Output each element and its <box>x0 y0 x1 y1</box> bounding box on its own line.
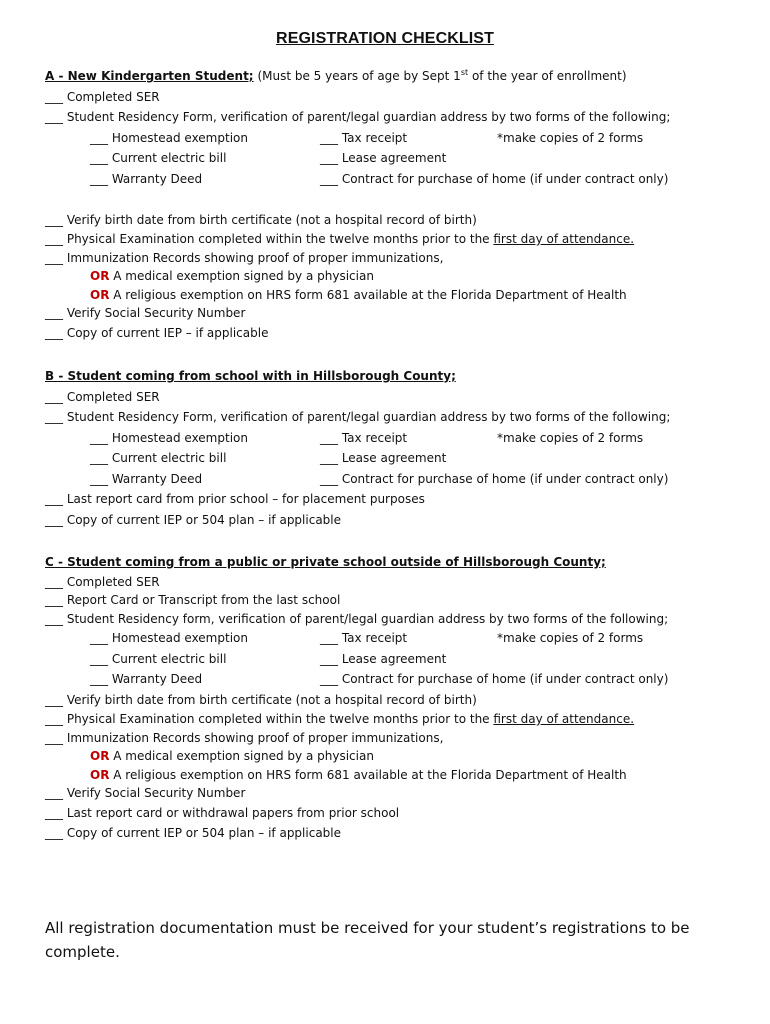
checklist-item-report-card: ___ Last report card or withdrawal papers from prior school <box>45 805 400 820</box>
section-b <box>45 366 735 530</box>
residency-options-row-2: ___ Current electric bill ___ Lease agreement <box>90 451 447 465</box>
age-requirement-note: (Must be 5 years of age by Sept 1st of the year of enrollment) <box>257 68 627 83</box>
make-copies-note: *make copies of 2 forms <box>497 430 644 445</box>
medical-exemption-option: OR A medical exemption signed by a physician <box>90 269 374 283</box>
checklist-item-residency-form: ___ Student Residency Form, verification of parent/legal guardian address by two forms of the following; <box>45 110 671 124</box>
checklist-item-iep: ___ Copy of current IEP or 504 plan – if applicable <box>45 512 341 527</box>
checklist-item-immunization: ___ Immunization Records showing proof of proper immunizations, <box>45 730 444 745</box>
section-a <box>45 66 735 343</box>
checklist-item-birth-date: ___ Verify birth date from birth certificate (not a hospital record of birth) <box>45 692 477 707</box>
completion-notice: All registration documentation must be received for your student’s registrations to be complete. <box>45 919 690 961</box>
residency-options-row-3: ___ Warranty Deed ___ Contract for purchase of home (if under contract only) <box>90 471 669 486</box>
make-copies-note: *make copies of 2 forms <box>497 631 644 645</box>
checklist-item-ssn: ___ Verify Social Security Number <box>45 306 246 320</box>
checklist-item-report-card: ___ Last report card from prior school – for placement purposes <box>45 492 425 506</box>
checklist-item-iep: ___ Copy of current IEP – if applicable <box>45 325 269 340</box>
residency-options-row-3: ___ Warranty Deed ___ Contract for purchase of home (if under contract only) <box>90 171 669 186</box>
checklist-item-iep: ___ Copy of current IEP or 504 plan – if applicable <box>45 826 341 840</box>
checklist-item-physical-exam: ___ Physical Examination completed within the twelve months prior to the first day of attendance. <box>45 232 635 246</box>
checklist-item-birth-date: ___ Verify birth date from birth certificate (not a hospital record of birth) <box>45 212 477 227</box>
residency-options-row-2: ___ Current electric bill ___ Lease agreement <box>90 151 447 165</box>
page-title: REGISTRATION CHECKLIST <box>276 30 494 47</box>
checklist-item-residency-form: ___ Student Residency form, verification of parent/legal guardian address by two forms of the following; <box>45 611 669 626</box>
residency-options-row-1: ___ Homestead exemption ___ Tax receipt *make copies of 2 forms <box>90 430 644 445</box>
section-c <box>45 552 735 844</box>
checklist-item-completed-ser: ___ Completed SER <box>45 389 160 404</box>
religious-exemption-option: OR A religious exemption on HRS form 681 available at the Florida Department of Health <box>90 767 627 782</box>
checklist-item-transcript: ___ Report Card or Transcript from the last school <box>45 593 341 607</box>
section-b-heading: B - Student coming from school with in Hillsborough County; <box>45 369 456 383</box>
checklist-item-completed-ser: ___ Completed SER <box>45 89 160 104</box>
residency-options-row-1: ___ Homestead exemption ___ Tax receipt *make copies of 2 forms <box>90 631 644 645</box>
section-c-heading: C - Student coming from a public or private school outside of Hillsborough County; <box>45 555 606 569</box>
residency-options-row-3: ___ Warranty Deed ___ Contract for purchase of home (if under contract only) <box>90 672 669 686</box>
residency-options-row-1: ___ Homestead exemption ___ Tax receipt *make copies of 2 forms <box>90 130 644 145</box>
make-copies-note: *make copies of 2 forms <box>497 130 644 145</box>
checklist-item-physical-exam: ___ Physical Examination completed within the twelve months prior to the first day of attendance. <box>45 712 635 726</box>
checklist-item-immunization: ___ Immunization Records showing proof of proper immunizations, <box>45 250 444 265</box>
checklist-item-residency-form: ___ Student Residency Form, verification of parent/legal guardian address by two forms of the following; <box>45 410 671 424</box>
religious-exemption-option: OR A religious exemption on HRS form 681 available at the Florida Department of Health <box>90 287 627 302</box>
checklist-item-completed-ser: ___ Completed SER <box>45 574 160 589</box>
section-a-heading: A - New Kindergarten Student; (Must be 5 years of age by Sept 1st of the year of enrollment) <box>45 68 627 83</box>
checklist-item-ssn: ___ Verify Social Security Number <box>45 786 246 800</box>
residency-options-row-2: ___ Current electric bill ___ Lease agreement <box>90 651 447 666</box>
medical-exemption-option: OR A medical exemption signed by a physician <box>90 749 374 763</box>
